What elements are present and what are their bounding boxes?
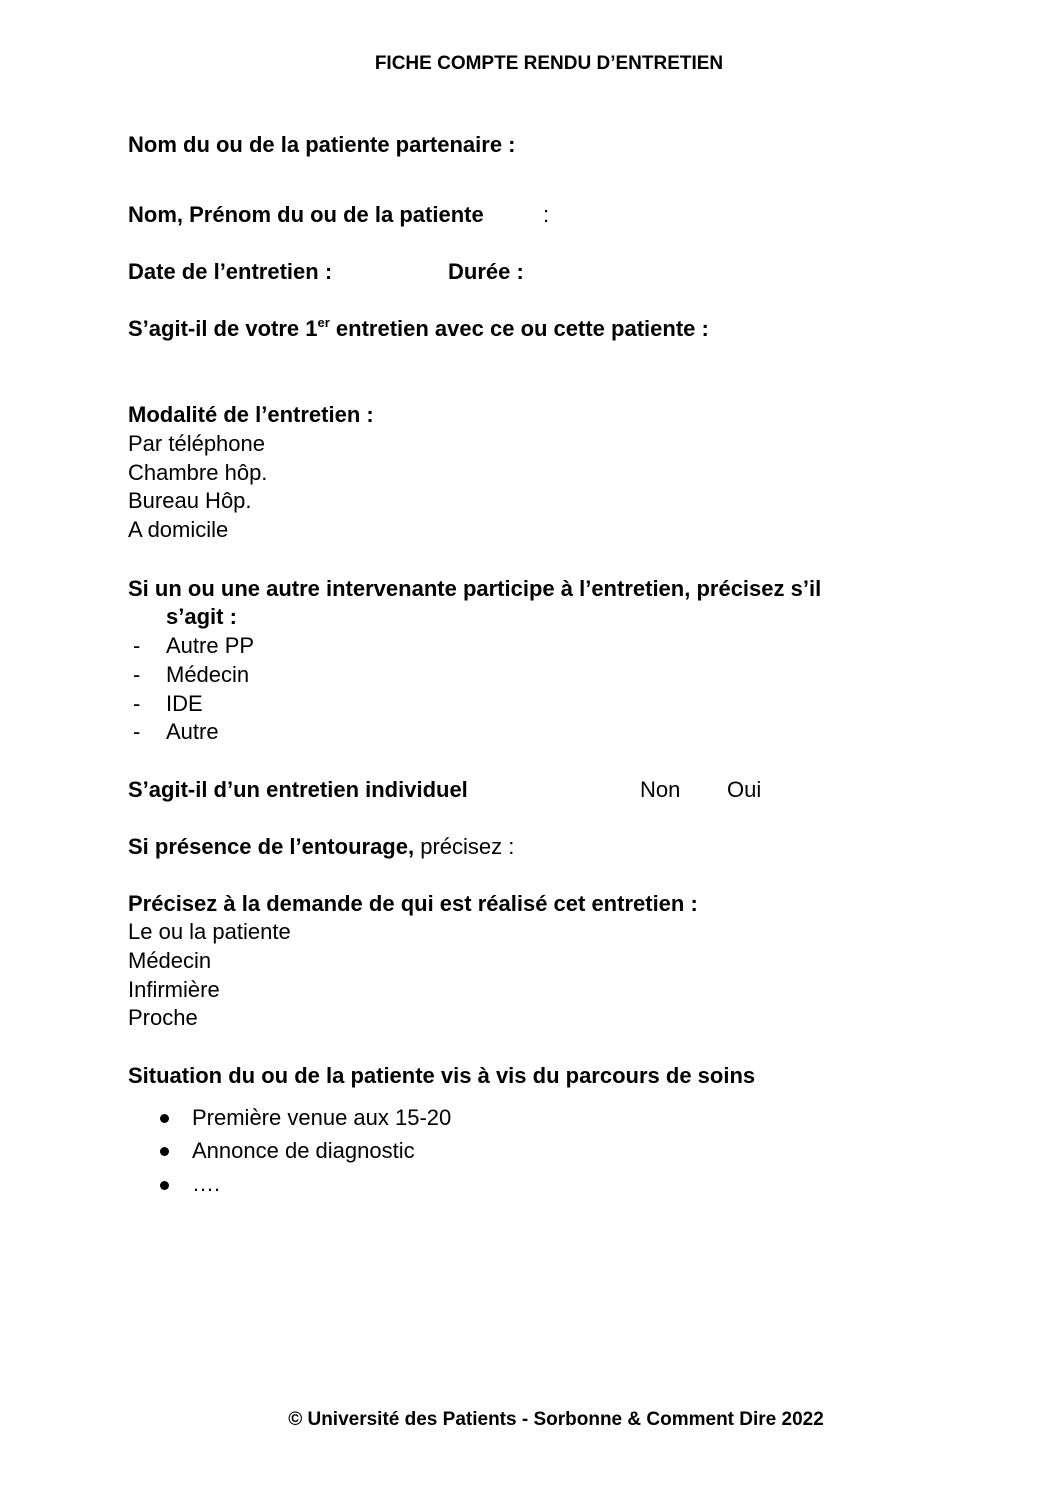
- other-participant-heading-cont: s’agit :: [166, 604, 237, 629]
- modality-option: Par téléphone: [128, 431, 265, 456]
- entourage-precisez: précisez :: [414, 834, 515, 859]
- care-pathway-item: Première venue aux 15-20: [192, 1105, 452, 1130]
- dash-marker: -: [133, 633, 141, 658]
- modality-option: Bureau Hôp.: [128, 488, 252, 513]
- individual-question: S’agit-il d’un entretien individuel: [128, 777, 468, 802]
- care-pathway-item: Annonce de diagnostic: [192, 1138, 415, 1163]
- patient-name-label: Nom, Prénom du ou de la patiente: [128, 202, 484, 227]
- entourage-line: [128, 833, 514, 861]
- other-participant-heading: Si un ou une autre intervenante participe à l’entretien, précisez s’il: [128, 576, 822, 601]
- individual-yes: Oui: [727, 777, 762, 802]
- participant-option: Autre: [166, 719, 219, 744]
- requested-by-option: Médecin: [128, 948, 212, 973]
- requested-by-option: Infirmière: [128, 977, 220, 1002]
- individual-no: Non: [640, 777, 681, 802]
- duration-label: Durée :: [448, 259, 524, 284]
- first-interview-question: [128, 315, 709, 343]
- requested-by-option: Le ou la patiente: [128, 919, 291, 944]
- first-interview-text-end: entretien avec ce ou cette patiente :: [329, 316, 709, 341]
- copyright-footer: © Université des Patients - Sorbonne & Comment Dire 2022: [288, 1409, 824, 1430]
- dash-marker: -: [133, 691, 141, 716]
- modality-heading: Modalité de l’entretien :: [128, 402, 374, 427]
- document-title: FICHE COMPTE RENDU D’ENTRETIEN: [374, 53, 724, 74]
- participant-option: Autre PP: [166, 633, 255, 658]
- requested-by-option: Proche: [128, 1005, 198, 1030]
- care-pathway-item: ….: [192, 1171, 221, 1196]
- patient-name-colon: :: [543, 202, 550, 227]
- dash-marker: -: [133, 662, 141, 687]
- first-interview-text: S’agit-il de votre 1: [128, 316, 318, 341]
- bullet-icon: [160, 1114, 169, 1123]
- first-interview-superscript: er: [317, 315, 330, 330]
- bullet-icon: [160, 1181, 169, 1190]
- requested-by-heading: Précisez à la demande de qui est réalisé cet entretien :: [128, 891, 698, 916]
- modality-option: Chambre hôp.: [128, 460, 268, 485]
- entourage-label: Si présence de l’entourage,: [128, 834, 415, 859]
- modality-option: A domicile: [128, 517, 229, 542]
- participant-option: Médecin: [166, 662, 250, 687]
- bullet-icon: [160, 1147, 169, 1156]
- interview-date-label: Date de l’entretien :: [128, 259, 333, 284]
- care-pathway-heading: Situation du ou de la patiente vis à vis du parcours de soins: [128, 1063, 756, 1088]
- partner-name-label: Nom du ou de la patiente partenaire :: [128, 132, 516, 157]
- dash-marker: -: [133, 719, 141, 744]
- participant-option: IDE: [166, 691, 203, 716]
